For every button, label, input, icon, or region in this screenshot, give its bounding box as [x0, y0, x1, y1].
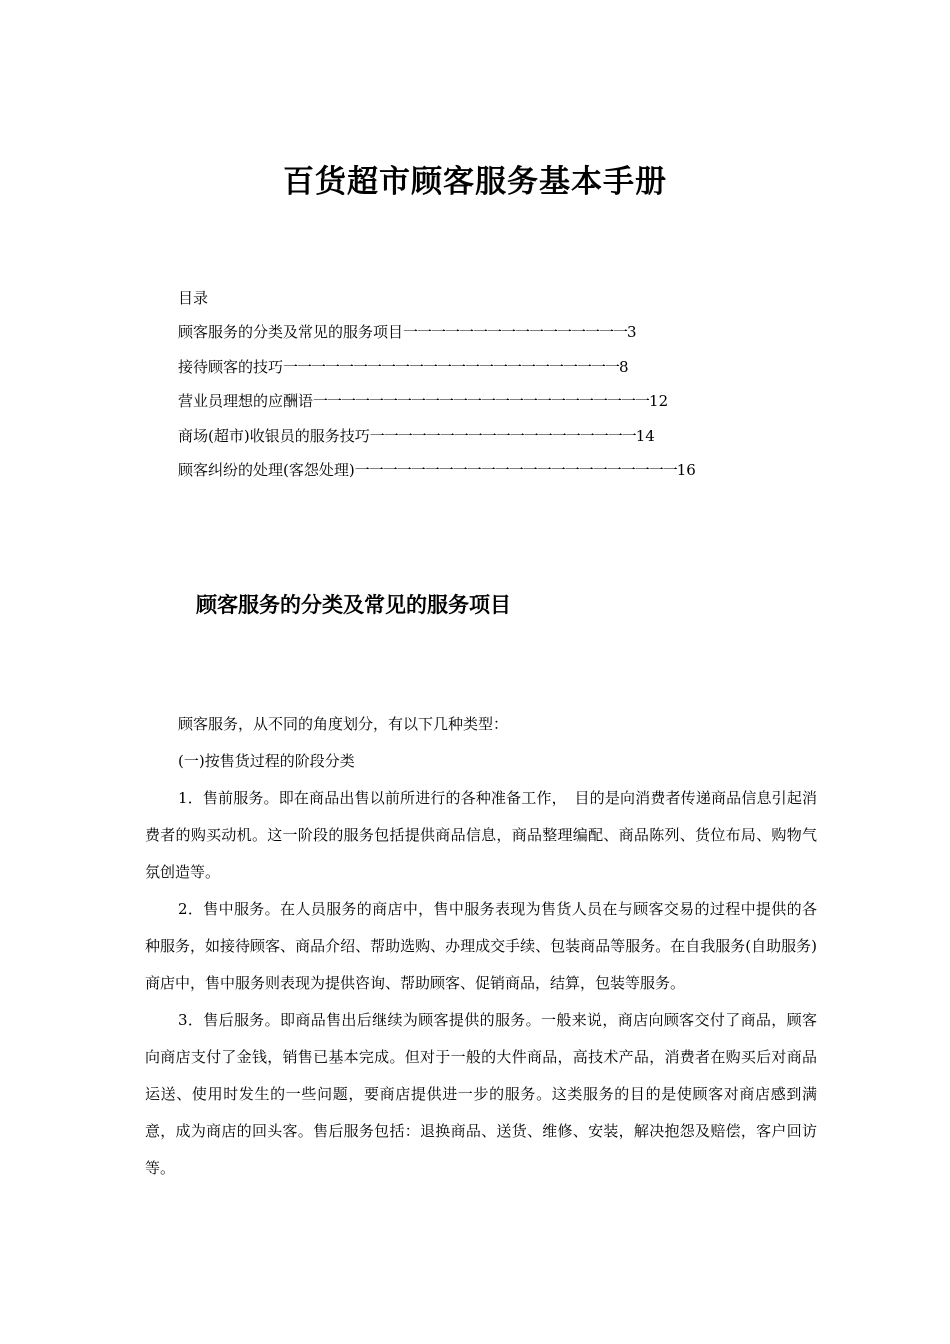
section-body: [145, 706, 817, 1187]
toc-entry[interactable]: [178, 424, 738, 459]
toc-entry-page: 16: [676, 461, 696, 479]
toc-entry[interactable]: [178, 320, 738, 355]
toc-entry-text: 顾客纠纷的处理(客怨处理): [178, 461, 355, 479]
toc-entry-leader: 一一一一一一一一一一一一一一一一一一一一一一一一: [283, 357, 620, 376]
toc-entry-leader: 一一一一一一一一一一一一一一一一一一一一一一一: [354, 461, 677, 479]
toc-entry-text: 营业员理想的应酬语: [178, 392, 314, 410]
toc-entry[interactable]: [178, 355, 738, 390]
paragraph: (一)按售货过程的阶段分类: [178, 752, 355, 770]
toc-entry[interactable]: [178, 458, 738, 493]
paragraph: 3．售后服务。即商品售出后继续为顾客提供的服务。一般来说，商店向顾客交付了商品，顾客向商店支付了金钱，销售已基本完成。但对于一般的大件商品，高技术产品，消费者在购买后对商品运送、使用时发生的一些问题，要商店提供进一步的服务。这类服务的目的是使顾客对商店感到满意，成为商店的回头客。售后服务包括：退换商品、送货、维修、安装，解决抱怨及赔偿，客户回访等。: [145, 1011, 817, 1177]
document-title: 百货超市顾客服务基本手册: [283, 164, 667, 200]
toc-entry-page: 12: [649, 392, 669, 410]
paragraph: 2．售中服务。在人员服务的商店中，售中服务表现为售货人员在与顾客交易的过程中提供的各种服务，如接待顾客、商品介绍、帮助选购、办理成交手续、包装商品等服务。在自我服务(自助服务)商店中，售中服务则表现为提供咨询、帮助顾客、促销商品，结算，包装等服务。: [145, 900, 817, 992]
toc-entry-page: 14: [635, 426, 655, 445]
toc-entry-text: 商场(超市)收银员的服务技巧: [178, 426, 370, 445]
toc-entry-page: 8: [619, 357, 629, 376]
toc-entry-text: 顾客服务的分类及常见的服务项目: [178, 323, 404, 341]
toc-entry-page: 3: [627, 323, 637, 341]
paragraph: 1．售前服务。即在商品出售以前所进行的各种准备工作， 目的是向消费者传递商品信息引起消费者的购买动机。这一阶段的服务包括提供商品信息，商品整理编配、商品陈列、货位布局、购物气氛创造等。: [145, 789, 817, 881]
toc-entry-leader: 一一一一一一一一一一一一一一一一一一一一一一一一: [313, 392, 650, 410]
toc-entry-leader: 一一一一一一一一一一一一一一一一一一一: [369, 426, 636, 445]
toc-entry-text: 接待顾客的技巧: [178, 357, 284, 376]
section-title: 顾客服务的分类及常见的服务项目: [196, 593, 511, 617]
toc-entry[interactable]: [178, 389, 738, 424]
table-of-contents: [178, 286, 738, 493]
paragraph: 顾客服务，从不同的角度划分，有以下几种类型：: [178, 715, 509, 733]
toc-entry-leader: 一一一一一一一一一一一一一一一一: [403, 323, 628, 341]
toc-heading: 目录: [178, 289, 209, 307]
